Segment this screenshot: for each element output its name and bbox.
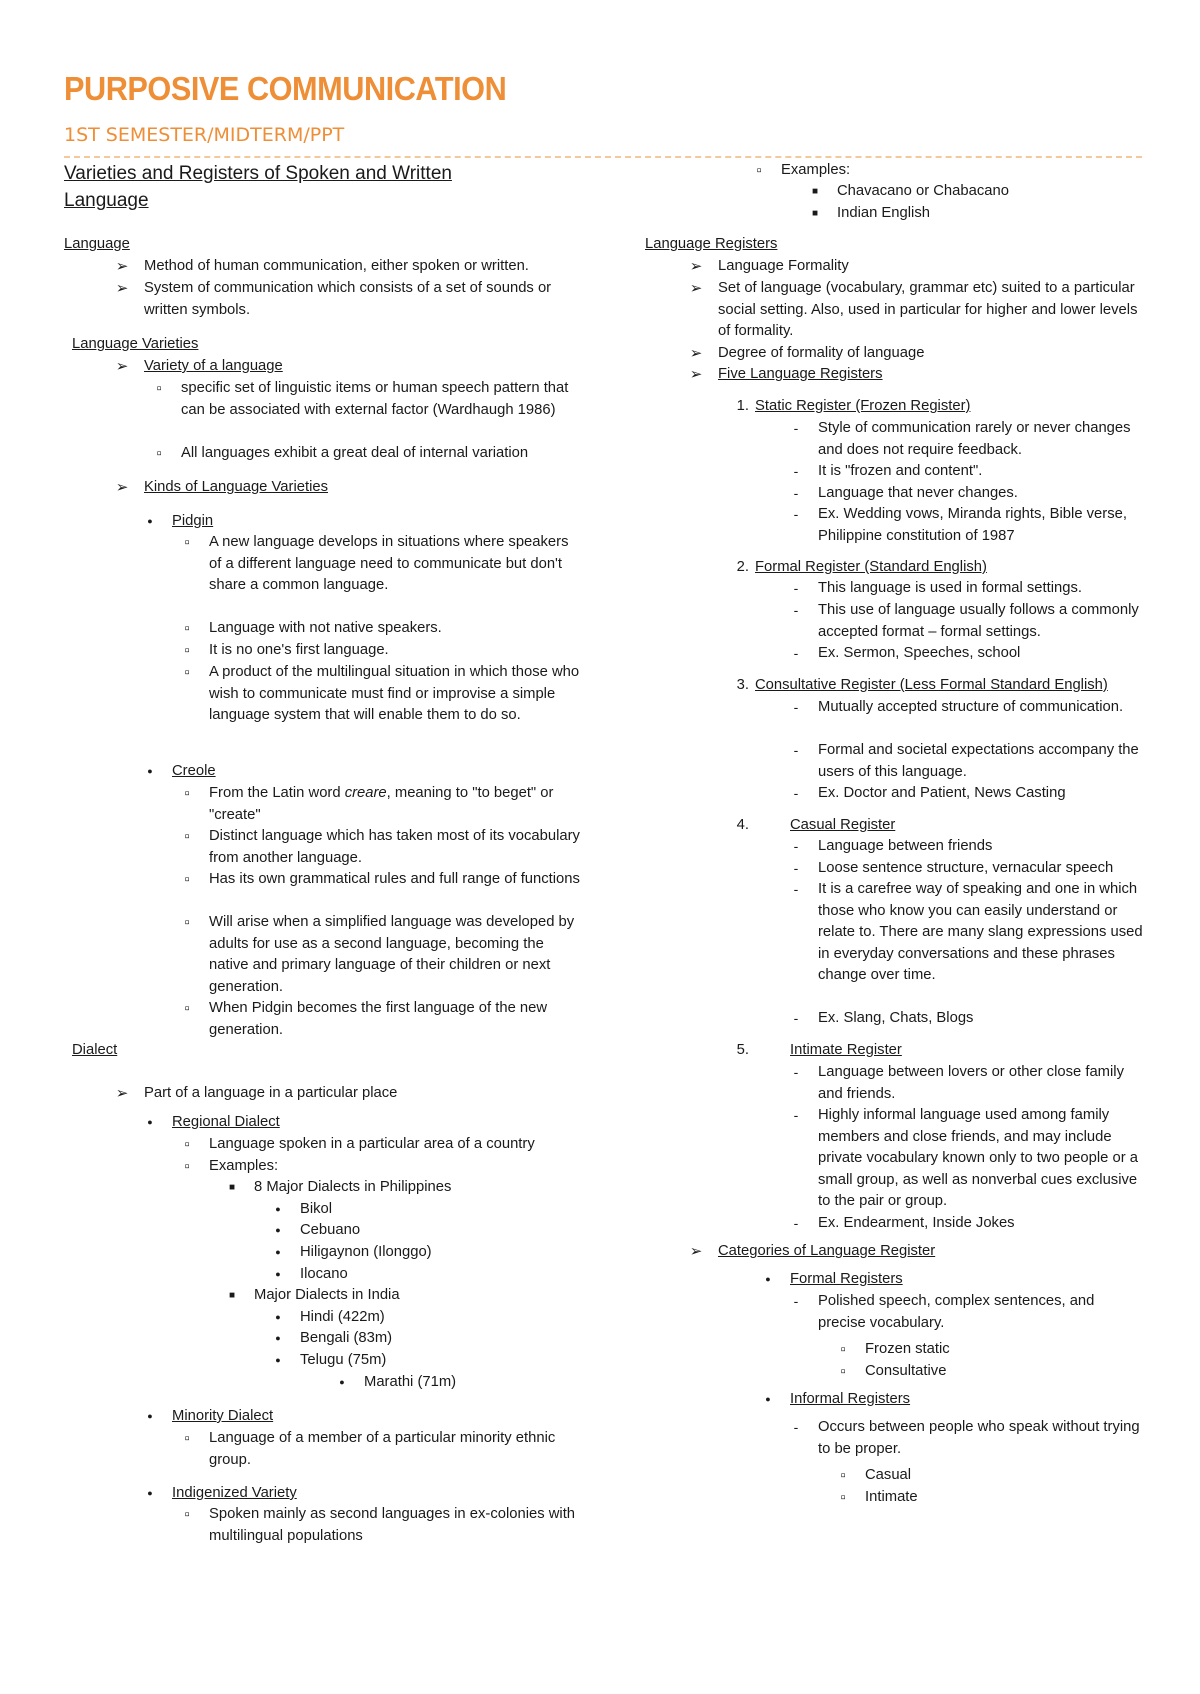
list-item — [736, 1040, 1145, 1062]
list-item — [689, 1241, 1145, 1263]
list-item — [793, 879, 1145, 987]
list-item-text: Will arise when a simplified language was developed by adults for use as a second language, becoming the native and primary language of their children or next generation. — [209, 914, 575, 995]
list-item — [184, 532, 584, 597]
dash-bullet: - — [793, 580, 799, 596]
list-item — [689, 256, 1145, 278]
list-item-text: Consultative — [865, 1363, 947, 1379]
dot-bullet-icon: ● — [275, 1269, 281, 1279]
list-item — [793, 461, 1145, 483]
list-item — [228, 1285, 584, 1307]
list-item — [793, 783, 1145, 805]
section-heading — [72, 1040, 584, 1062]
dash-bullet: - — [793, 860, 799, 876]
list-item-text: Bengali (83m) — [300, 1330, 393, 1346]
dash-bullet: - — [793, 506, 799, 522]
list-item-text: Indigenized Variety — [172, 1485, 297, 1501]
list-item — [147, 1406, 584, 1428]
square-bullet-icon: ▫ — [840, 1467, 846, 1484]
arrow-bullet-icon: ➢ — [689, 366, 703, 383]
list-item — [184, 640, 584, 662]
document-subtitle: 1ST SEMESTER/MIDTERM/PPT — [64, 124, 345, 146]
list-item — [793, 858, 1145, 880]
arrow-bullet-icon: ➢ — [689, 1243, 703, 1260]
dash-bullet: - — [793, 485, 799, 501]
list-item-text: Ex. Doctor and Patient, News Casting — [818, 785, 1066, 801]
list-item — [793, 1213, 1145, 1235]
list-item-text: All languages exhibit a great deal of internal variation — [181, 445, 529, 461]
list-item — [811, 203, 1145, 225]
list-item-text: Degree of formality of language — [718, 345, 925, 361]
list-item — [275, 1264, 584, 1286]
dash-bullet: - — [793, 1010, 799, 1026]
dot-bullet-icon: ● — [765, 1274, 771, 1284]
list-item — [689, 343, 1145, 365]
list-item — [736, 396, 1145, 418]
list-item — [793, 600, 1145, 643]
list-item — [275, 1242, 584, 1264]
dash-bullet: - — [793, 463, 799, 479]
list-item-text: 8 Major Dialects in Philippines — [254, 1179, 452, 1195]
filled-square-bullet-icon: ■ — [228, 1290, 236, 1301]
list-item — [811, 181, 1145, 203]
list-item-text: Occurs between people who speak without trying to be proper. — [818, 1419, 1140, 1457]
dash-bullet: - — [793, 1107, 799, 1123]
dot-bullet-icon: ● — [147, 766, 153, 776]
list-item — [793, 643, 1145, 665]
list-item — [840, 1465, 1145, 1487]
list-item-text: Casual — [865, 1467, 912, 1483]
square-bullet-icon: ▫ — [184, 642, 190, 659]
list-item — [115, 278, 584, 321]
list-item — [184, 618, 584, 640]
list-item-text: Bikol — [300, 1201, 333, 1217]
list-item-text: Polished speech, complex sentences, and precise vocabulary. — [818, 1293, 1095, 1331]
list-item — [793, 1105, 1145, 1213]
list-item-text: Spoken mainly as second languages in ex-colonies with multilingual populations — [209, 1506, 576, 1544]
list-item-text: Language spoken in a particular area of a country — [209, 1136, 535, 1152]
dot-bullet-icon: ● — [147, 1117, 153, 1127]
list-item — [756, 160, 1145, 182]
list-item-text: It is no one's first language. — [209, 642, 389, 658]
filled-square-bullet-icon: ■ — [811, 208, 819, 219]
list-item-text: Minority Dialect — [172, 1408, 274, 1424]
list-item — [275, 1328, 584, 1350]
list-item-text: Hiligaynon (Ilonggo) — [300, 1244, 432, 1260]
list-item-text: Language between lovers or other close family and friends. — [818, 1064, 1124, 1102]
list-item-text: When Pidgin becomes the first language of the new generation. — [209, 1000, 548, 1038]
list-item-text: Hindi (422m) — [300, 1309, 385, 1325]
list-item — [184, 783, 584, 826]
list-item-text: Categories of Language Register — [718, 1243, 936, 1259]
list-item — [184, 1156, 584, 1178]
list-item-text: Kinds of Language Varieties — [144, 479, 328, 495]
arrow-bullet-icon: ➢ — [115, 280, 129, 297]
square-bullet-icon: ▫ — [840, 1363, 846, 1380]
list-item — [840, 1487, 1145, 1509]
list-item-text: Frozen static — [865, 1341, 950, 1357]
dash-bullet: - — [793, 1419, 799, 1435]
list-item-text: Ex. Slang, Chats, Blogs — [818, 1010, 974, 1026]
arrow-bullet-icon: ➢ — [115, 358, 129, 375]
list-item-text: Chavacano or Chabacano — [837, 183, 1009, 199]
list-item-text: Mutually accepted structure of communication. — [818, 699, 1124, 715]
list-item-text: Language with not native speakers. — [209, 620, 442, 636]
list-item — [147, 511, 584, 533]
list-item-text: specific set of linguistic items or human speech pattern that can be associated with external factor (Wardhaugh 1986) — [181, 380, 569, 418]
dash-bullet: - — [793, 602, 799, 618]
dot-bullet-icon: ● — [275, 1333, 281, 1343]
list-item-text: Formal Register (Standard English) — [755, 559, 987, 575]
list-item — [840, 1361, 1145, 1383]
list-item — [736, 675, 1145, 697]
list-number: 4. — [736, 817, 749, 833]
list-item — [689, 278, 1145, 343]
arrow-bullet-icon: ➢ — [115, 479, 129, 496]
dot-bullet-icon: ● — [765, 1394, 771, 1404]
list-item — [156, 378, 584, 421]
list-item-text: This language is used in formal settings. — [818, 580, 1083, 596]
square-bullet-icon: ▫ — [156, 445, 162, 462]
section-heading — [72, 334, 584, 356]
list-item — [840, 1339, 1145, 1361]
dash-bullet: - — [793, 838, 799, 854]
arrow-bullet-icon: ➢ — [115, 258, 129, 275]
dash-bullet: - — [793, 742, 799, 758]
dot-bullet-icon: ● — [275, 1204, 281, 1214]
section-heading — [645, 234, 1145, 256]
list-item-text: Variety of a language — [144, 358, 283, 374]
square-bullet-icon: ▫ — [184, 828, 190, 845]
section-heading-text: Language Varieties — [72, 336, 199, 352]
list-item-text: System of communication which consists of a set of sounds or written symbols. — [144, 280, 552, 318]
list-item — [184, 826, 584, 869]
list-item-text: Creole — [172, 763, 216, 779]
list-item — [793, 1008, 1145, 1030]
section-title — [64, 160, 584, 214]
list-item-text: It is "frozen and content". — [818, 463, 983, 479]
list-item-text: Major Dialects in India — [254, 1287, 400, 1303]
list-item-text: Language of a member of a particular minority ethnic group. — [209, 1430, 556, 1468]
list-item — [115, 356, 584, 378]
square-bullet-icon: ▫ — [184, 664, 190, 681]
list-item — [184, 662, 584, 727]
list-item-text: Consultative Register (Less Formal Standard English) — [755, 677, 1108, 693]
list-item-text: Pidgin — [172, 513, 214, 529]
list-item-text: Set of language (vocabulary, grammar etc) suited to a particular social setting. Also, used in particular for higher and lower levels of formality. — [718, 280, 1138, 339]
list-number: 2. — [736, 559, 749, 575]
latin-term: creare — [344, 785, 387, 801]
list-item — [275, 1350, 584, 1372]
list-item-text: It is a carefree way of speaking and one in which those who know you can easily understand or relate to. There are many slang expressions used in everyday conversations and these phrases change over time. — [818, 881, 1143, 983]
list-item-text: Intimate Register — [790, 1042, 902, 1058]
list-item — [228, 1177, 584, 1199]
list-item — [765, 1389, 1145, 1411]
header-divider — [64, 156, 1142, 158]
list-item-text: Style of communication rarely or never changes and does not require feedback. — [818, 420, 1131, 458]
square-bullet-icon: ▫ — [184, 534, 190, 551]
list-item — [184, 1504, 584, 1547]
dot-bullet-icon: ● — [275, 1355, 281, 1365]
list-item-text: Part of a language in a particular place — [144, 1085, 398, 1101]
list-item-text: Formal and societal expectations accompany the users of this language. — [818, 742, 1139, 780]
list-item-text: A new language develops in situations where speakers of a different language need to communicate but don't share a common language. — [209, 534, 569, 593]
square-bullet-icon: ▫ — [756, 162, 762, 179]
list-item — [793, 836, 1145, 858]
square-bullet-icon: ▫ — [840, 1341, 846, 1358]
square-bullet-icon: ▫ — [184, 871, 190, 888]
list-item-text: Language Formality — [718, 258, 849, 274]
list-item — [184, 1134, 584, 1156]
list-item-text: Distinct language which has taken most of its vocabulary from another language. — [209, 828, 580, 866]
section-heading-text: Language Registers — [645, 236, 778, 252]
dot-bullet-icon: ● — [275, 1247, 281, 1257]
list-item-text: Ilocano — [300, 1266, 348, 1282]
list-item — [184, 998, 584, 1041]
list-item — [115, 477, 584, 499]
list-item — [793, 740, 1145, 783]
list-item-text: Language between friends — [818, 838, 993, 854]
section-heading-text: Language — [64, 236, 130, 252]
list-item-text: Method of human communication, either spoken or written. — [144, 258, 529, 274]
list-item — [793, 483, 1145, 505]
list-number: 5. — [736, 1042, 749, 1058]
section-heading-text: Dialect — [72, 1042, 118, 1058]
list-number: 1. — [736, 398, 749, 414]
list-item — [793, 697, 1145, 719]
list-item — [184, 869, 584, 891]
dot-bullet-icon: ● — [147, 1488, 153, 1498]
square-bullet-icon: ▫ — [184, 914, 190, 931]
dash-bullet: - — [793, 1215, 799, 1231]
list-item-text: Informal Registers — [790, 1391, 911, 1407]
dash-bullet: - — [793, 420, 799, 436]
arrow-bullet-icon: ➢ — [689, 258, 703, 275]
list-item — [793, 418, 1145, 461]
list-item — [339, 1372, 584, 1394]
dash-bullet: - — [793, 645, 799, 661]
list-item — [184, 912, 584, 998]
list-item — [793, 1417, 1145, 1460]
list-item — [793, 1062, 1145, 1105]
list-item — [275, 1220, 584, 1242]
square-bullet-icon: ▫ — [184, 785, 190, 802]
dash-bullet: - — [793, 785, 799, 801]
list-item-text: Ex. Wedding vows, Miranda rights, Bible verse, Philippine constitution of 1987 — [818, 506, 1127, 544]
list-item-text: Five Language Registers — [718, 366, 883, 382]
list-item-text: Examples: — [209, 1158, 279, 1174]
dot-bullet-icon: ● — [147, 516, 153, 526]
list-item-text: Static Register (Frozen Register) — [755, 398, 971, 414]
dot-bullet-icon: ● — [147, 1411, 153, 1421]
list-item-text: Intimate — [865, 1489, 918, 1505]
list-item-text: Formal Registers — [790, 1271, 903, 1287]
list-item-text: Highly informal language used among family members and close friends, and may include private vocabulary known only to two people or a small group, as well as nonverbal cues exclusive to the pair or group. — [818, 1107, 1138, 1209]
dot-bullet-icon: ● — [275, 1225, 281, 1235]
list-item-text: Language that never changes. — [818, 485, 1018, 501]
list-item — [736, 815, 1145, 837]
list-item — [156, 443, 584, 465]
list-item-text: Ex. Sermon, Speeches, school — [818, 645, 1021, 661]
list-item — [147, 1112, 584, 1134]
square-bullet-icon: ▫ — [184, 1506, 190, 1523]
square-bullet-icon: ▫ — [184, 1136, 190, 1153]
square-bullet-icon: ▫ — [840, 1489, 846, 1506]
filled-square-bullet-icon: ■ — [228, 1182, 236, 1193]
list-item — [275, 1307, 584, 1329]
list-item — [793, 504, 1145, 547]
dot-bullet-icon: ● — [339, 1377, 345, 1387]
list-item — [765, 1269, 1145, 1291]
dash-bullet: - — [793, 1064, 799, 1080]
list-item — [793, 578, 1145, 600]
section-title-text: Varieties and Registers of Spoken and Written Language — [64, 163, 452, 211]
document-title: PURPOSIVE COMMUNICATION — [64, 70, 507, 107]
list-item-text: Ex. Endearment, Inside Jokes — [818, 1215, 1015, 1231]
arrow-bullet-icon: ➢ — [115, 1085, 129, 1102]
list-item-text: Loose sentence structure, vernacular speech — [818, 860, 1114, 876]
arrow-bullet-icon: ➢ — [689, 345, 703, 362]
arrow-bullet-icon: ➢ — [689, 280, 703, 297]
list-item — [115, 1083, 584, 1105]
list-item-text: Has its own grammatical rules and full range of functions — [209, 871, 580, 887]
dash-bullet: - — [793, 881, 799, 897]
list-item — [147, 1483, 584, 1505]
list-item-text: This use of language usually follows a commonly accepted format – formal settings. — [818, 602, 1139, 640]
list-item-text: Telugu (75m) — [300, 1352, 387, 1368]
list-item-text: A product of the multilingual situation in which those who wish to communicate must find or improvise a simple language system that will enable them to do so. — [209, 664, 580, 723]
square-bullet-icon: ▫ — [184, 620, 190, 637]
list-item — [184, 1428, 584, 1471]
dot-bullet-icon: ● — [275, 1312, 281, 1322]
square-bullet-icon: ▫ — [184, 1158, 190, 1175]
list-item — [275, 1199, 584, 1221]
list-item-text: Cebuano — [300, 1222, 361, 1238]
list-item-text: Marathi (71m) — [364, 1374, 457, 1390]
square-bullet-icon: ▫ — [184, 1430, 190, 1447]
dash-bullet: - — [793, 1293, 799, 1309]
list-number: 3. — [736, 677, 749, 693]
list-item — [147, 761, 584, 783]
list-item-text: From the Latin word creare, meaning to "to beget" or "create" — [209, 785, 554, 823]
list-item-text: Regional Dialect — [172, 1114, 280, 1130]
section-heading — [64, 234, 584, 256]
square-bullet-icon: ▫ — [184, 1000, 190, 1017]
list-item — [793, 1291, 1145, 1334]
list-item-text: Examples: — [781, 162, 851, 178]
list-item-text: Indian English — [837, 205, 930, 221]
list-item-text: Casual Register — [790, 817, 896, 833]
dash-bullet: - — [793, 699, 799, 715]
filled-square-bullet-icon: ■ — [811, 186, 819, 197]
list-item — [115, 256, 584, 278]
square-bullet-icon: ▫ — [156, 380, 162, 397]
list-item — [736, 557, 1145, 579]
list-item — [689, 364, 1145, 386]
